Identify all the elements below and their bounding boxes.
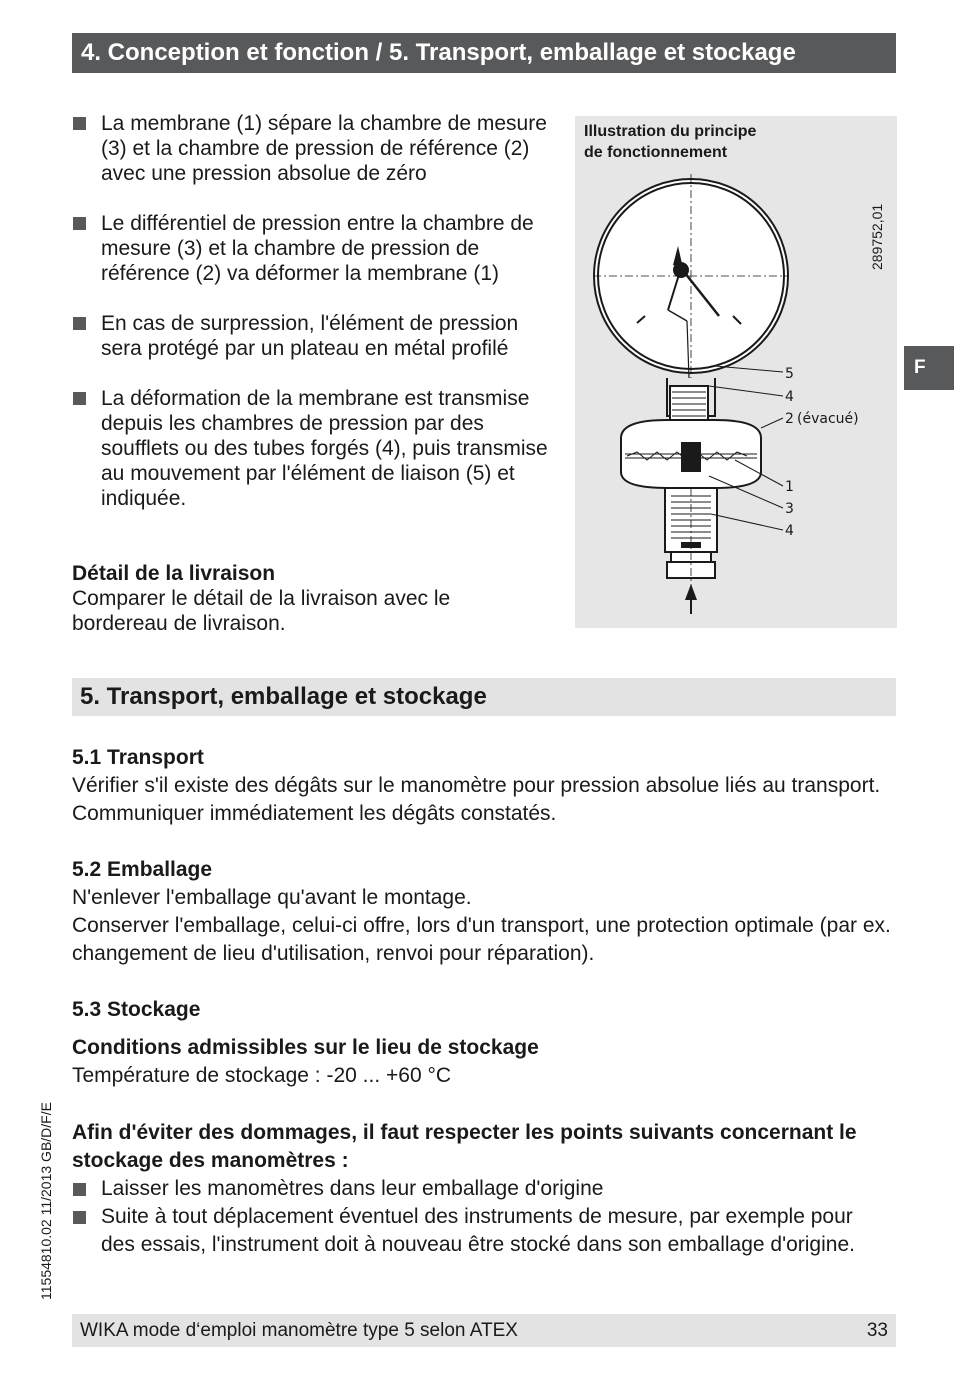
list-item: En cas de surpression, l'élément de pression sera protégé par un plateau en métal profilé [72, 311, 562, 361]
label-1: 1 [785, 479, 794, 495]
section-text: Vérifier s'il existe des dégâts sur le manomètre pour pression absolue liés au transport. Communiquer immédiatement les dégâts constatés. [72, 774, 881, 825]
section-title: 5.2 Emballage [72, 858, 213, 881]
page-footer [72, 1314, 896, 1347]
function-bullet-list [72, 111, 562, 536]
figure-panel [575, 116, 897, 628]
bullet-square-icon [73, 317, 86, 330]
footer-text: WIKA mode d‘emploi manomètre type 5 selon ATEX [80, 1320, 518, 1341]
bullet-square-icon [73, 117, 86, 130]
section-title: 5.3 Stockage [72, 998, 201, 1021]
warning-title: Afin d'éviter des dommages, il faut respecter les points suivants concernant le stockage des manomètres : [72, 1121, 857, 1172]
delivery-title: Détail de la livraison [72, 562, 276, 585]
delivery-detail [72, 561, 492, 636]
section-text: N'enlever l'emballage qu'avant le montage. [72, 886, 472, 909]
list-item: Le différentiel de pression entre la chambre de mesure (3) et la chambre de pression de référence (2) va déformer la membrane (1) [72, 211, 562, 286]
gauge-diagram-illustration [575, 116, 897, 628]
section-title: 5.1 Transport [72, 746, 204, 769]
label-4: 4 [785, 389, 794, 405]
list-item: La membrane (1) sépare la chambre de mesure (3) et la chambre de pression de référence (2) avec une pression absolue de zéro [72, 111, 562, 186]
document-code: 11554810.02 11/2013 GB/D/F/E [38, 1102, 54, 1300]
conditions-title: Conditions admissibles sur le lieu de stockage [72, 1036, 539, 1059]
page-number: 33 [866, 1320, 888, 1341]
label-5: 5 [785, 366, 794, 382]
storage-list [72, 1175, 892, 1259]
bullet-square-icon [73, 1183, 86, 1196]
language-tab: F [904, 346, 954, 390]
figure-caption: Illustration du principe de fonctionnement [584, 123, 757, 161]
section-5-1 [72, 744, 902, 828]
label-3: 3 [785, 501, 794, 517]
storage-temperature: Température de stockage : -20 ... +60 °C [72, 1064, 452, 1087]
storage-warning [72, 1119, 892, 1259]
list-item: La déformation de la membrane est transmise depuis les chambres de pression par des soufflets ou des tubes forgés (4), puis transmise au mouvement par l'élément de liaison (5) et indiquée. [72, 386, 562, 511]
label-evacue: (évacué) [797, 411, 859, 427]
bullet-square-icon [73, 217, 86, 230]
section-header-5: 5. Transport, emballage et stockage [72, 678, 896, 716]
section-text: Conserver l'emballage, celui-ci offre, lors d'un transport, une protection optimale (par ex. changement de lieu d'utilisation, renvoi pour réparation). [72, 914, 891, 965]
label-2: 2 [785, 411, 794, 427]
figure-number: 289752,01 [869, 203, 885, 270]
section-5-3 [72, 996, 902, 1024]
bullet-square-icon [73, 392, 86, 405]
bullet-square-icon [73, 1211, 86, 1224]
delivery-text: Comparer le détail de la livraison avec le bordereau de livraison. [72, 587, 451, 635]
storage-conditions [72, 1034, 902, 1090]
list-item: Laisser les manomètres dans leur emballage d'origine [72, 1175, 892, 1203]
section-header-4-5: 4. Conception et fonction / 5. Transport, emballage et stockage [72, 33, 896, 73]
list-item: Suite à tout déplacement éventuel des instruments de mesure, par exemple pour des essais, l'instrument doit à nouveau être stocké dans son emballage d'origine. [72, 1203, 892, 1259]
section-5-2 [72, 856, 902, 968]
label-4b: 4 [785, 523, 794, 539]
